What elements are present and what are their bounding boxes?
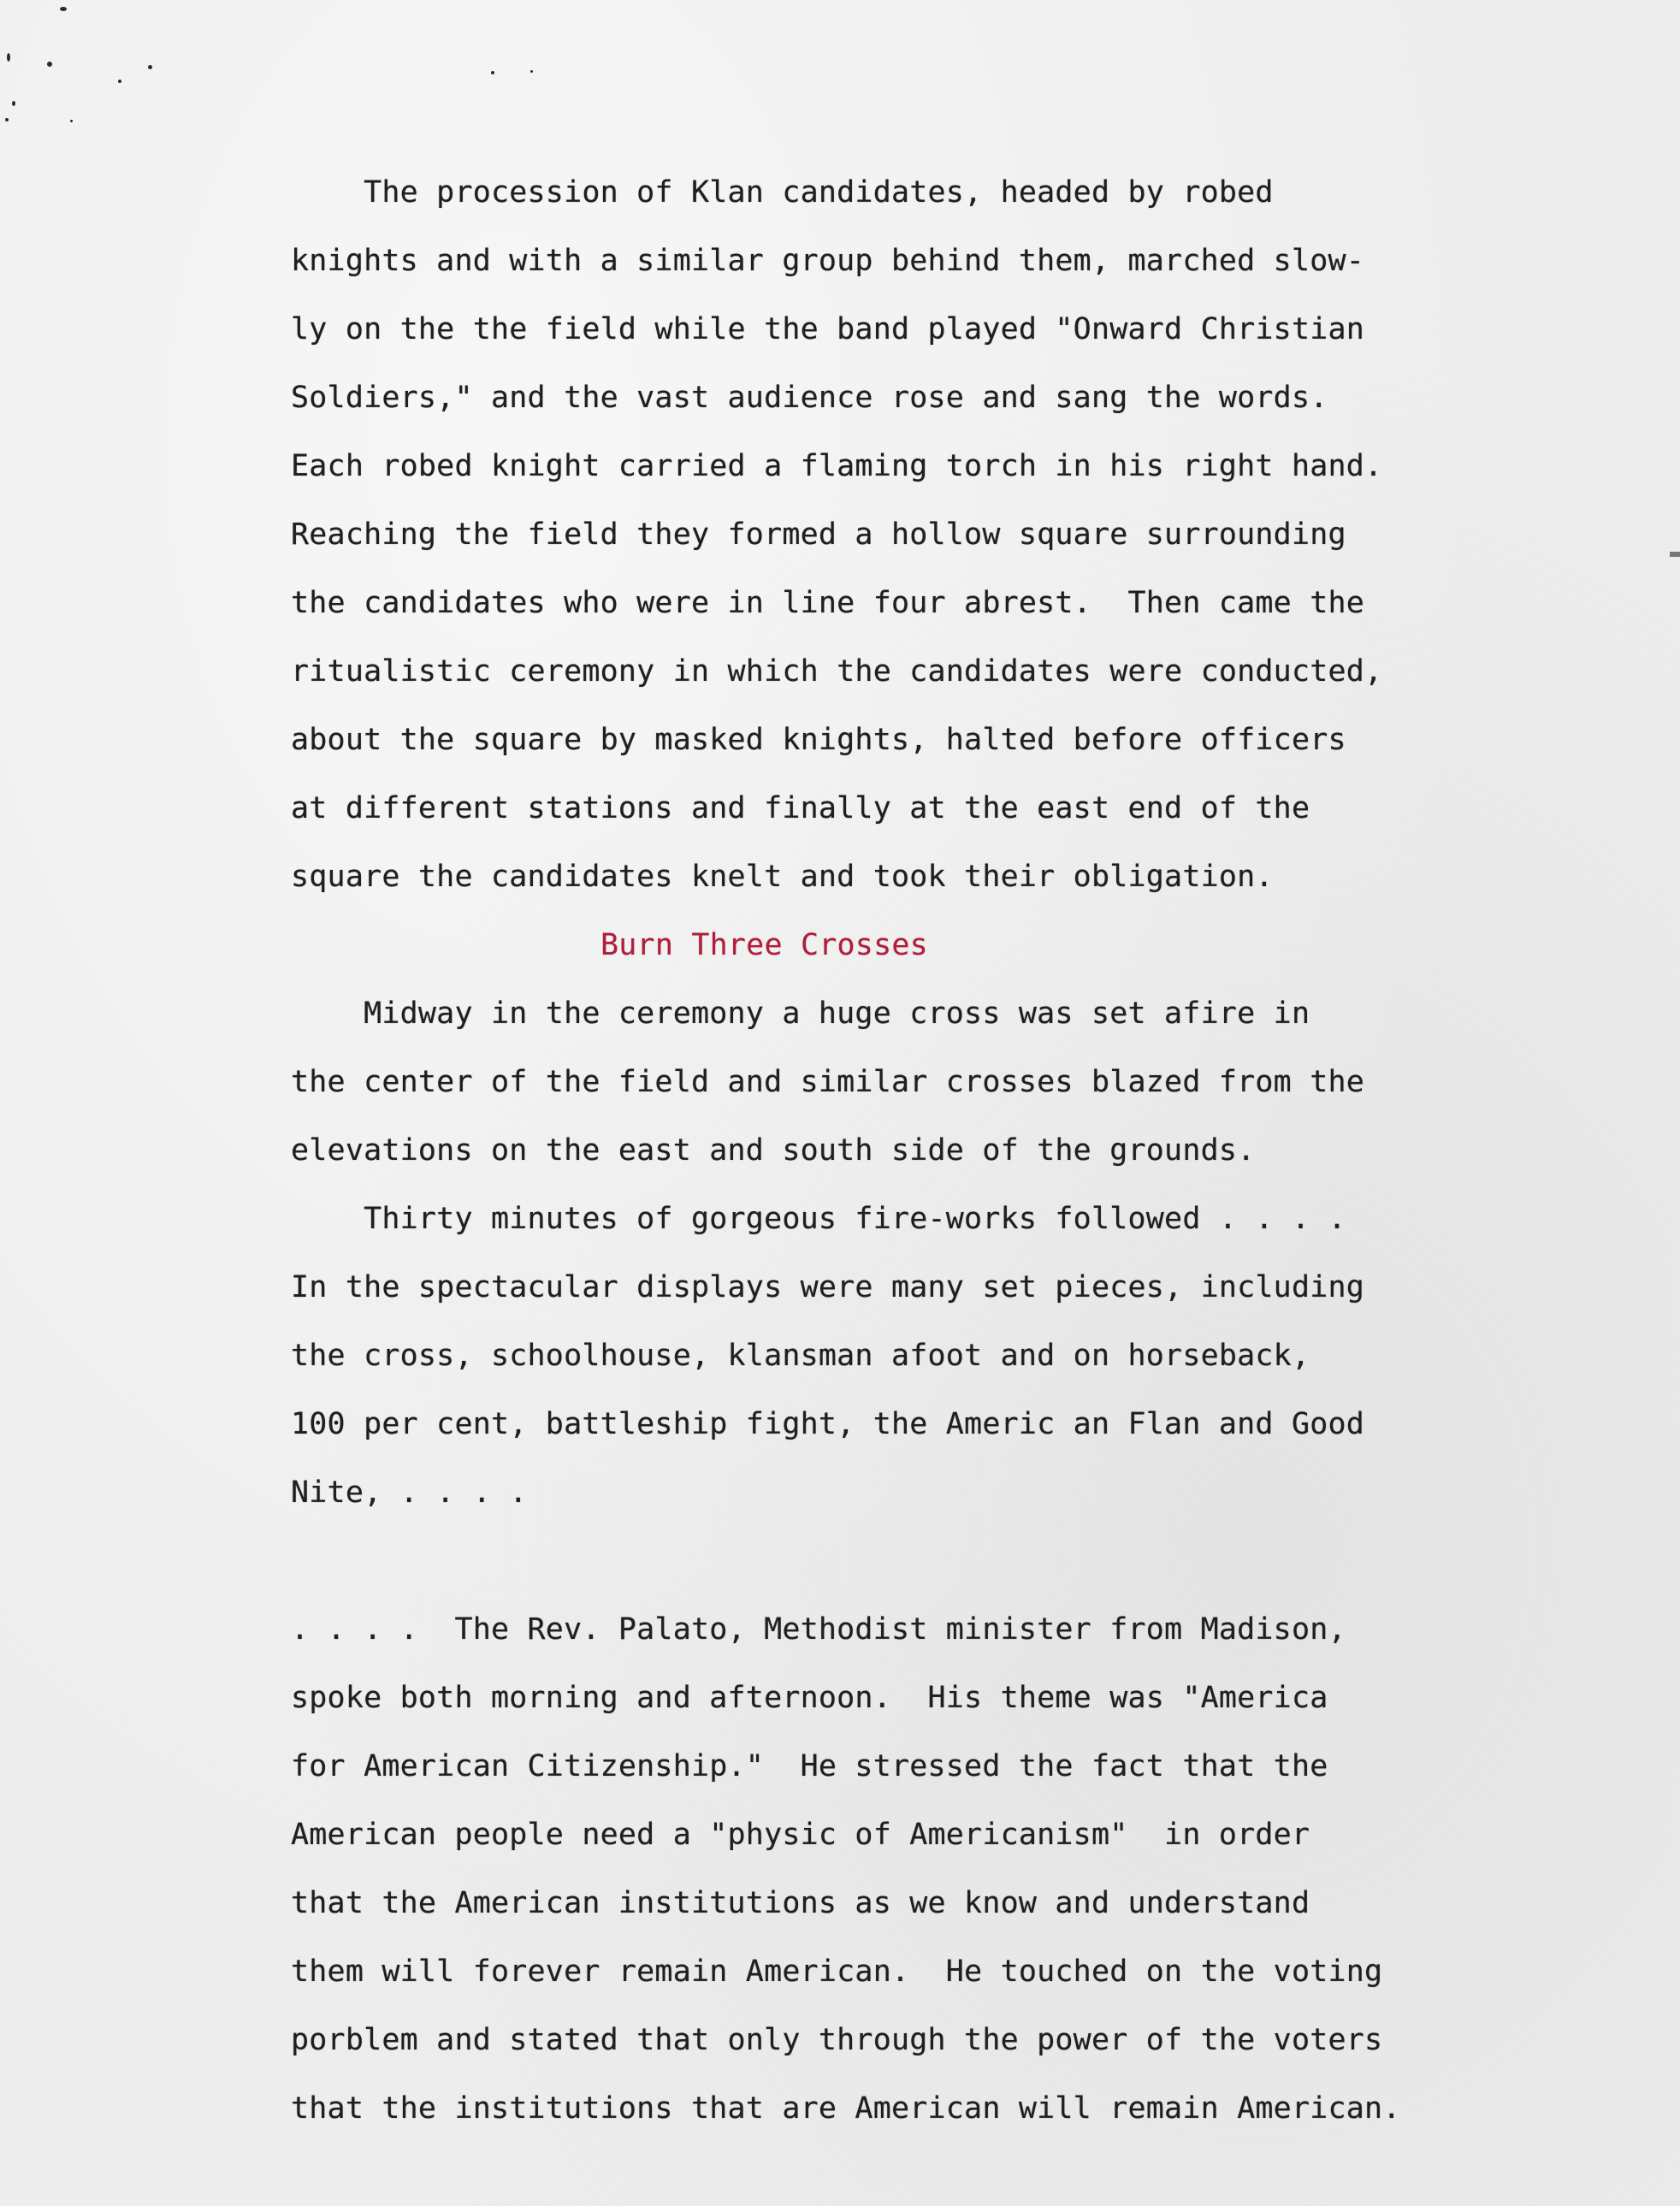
text-line: Thirty minutes of gorgeous fire-works followed . . . . <box>291 1202 1346 1236</box>
text-line: at different stations and finally at the east end of the <box>291 791 1310 825</box>
text-line: them will forever remain American. He touched on the voting <box>291 1955 1383 1989</box>
section-heading-wrap <box>600 911 1680 979</box>
text-line: In the spectacular displays were many set pieces, including <box>291 1270 1365 1304</box>
paragraph-procession <box>291 158 1557 911</box>
text-line: elevations on the east and south side of the grounds. <box>291 1133 1256 1168</box>
text-line: knights and with a similar group behind them, marched slow- <box>291 244 1365 278</box>
text-line: about the square by masked knights, halted before officers <box>291 723 1346 757</box>
text-line: ly on the the field while the band played "Onward Christian <box>291 312 1365 346</box>
text-line: that the institutions that are American will remain American. <box>291 2091 1401 2126</box>
text-line: Midway in the ceremony a huge cross was set afire in <box>291 997 1310 1031</box>
paragraph-fireworks <box>291 1185 1557 1527</box>
text-line: the center of the field and similar crosses blazed from the <box>291 1065 1365 1099</box>
text-line: Nite, . . . . <box>291 1476 528 1510</box>
paragraph-crosses <box>291 979 1557 1185</box>
text-line: Soldiers," and the vast audience rose and sang the words. <box>291 381 1328 415</box>
edge-mark <box>1670 552 1680 557</box>
text-line: square the candidates knelt and took their obligation. <box>291 860 1274 894</box>
text-line: Reaching the field they formed a hollow square surrounding <box>291 517 1346 552</box>
text-line: Each robed knight carried a flaming torch in his right hand. <box>291 449 1383 483</box>
text-line: the cross, schoolhouse, klansman afoot and on horseback, <box>291 1339 1310 1373</box>
section-heading: Burn Three Crosses <box>600 928 928 962</box>
text-line: that the American institutions as we know and understand <box>291 1886 1310 1920</box>
paragraph-rev-palato <box>291 1595 1557 2143</box>
text-line: . . . . The Rev. Palato, Methodist minister from Madison, <box>291 1612 1346 1647</box>
text-line: for American Citizenship." He stressed the fact that the <box>291 1749 1328 1783</box>
text-line: American people need a "physic of Americanism" in order <box>291 1818 1310 1852</box>
text-line: spoke both morning and afternoon. His theme was "America <box>291 1681 1328 1715</box>
text-line: The procession of Klan candidates, headed by robed <box>291 175 1274 210</box>
text-line: porblem and stated that only through the power of the voters <box>291 2023 1383 2057</box>
text-line: ritualistic ceremony in which the candidates were conducted, <box>291 654 1383 689</box>
text-line: 100 per cent, battleship fight, the Americ an Flan and Good <box>291 1407 1365 1441</box>
text-line: the candidates who were in line four abrest. Then came the <box>291 586 1365 620</box>
